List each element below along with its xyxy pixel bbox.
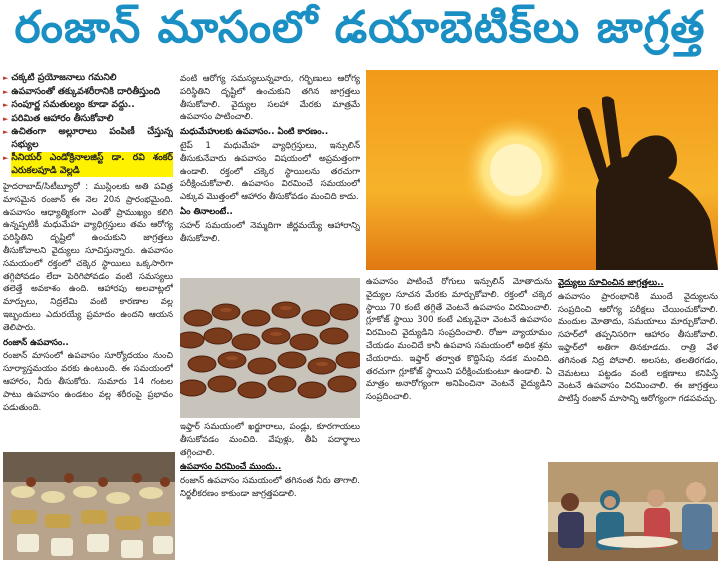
headline: రంజాన్ మాసంలో డయాబెటిక్‌లు జాగ్రత్త [14, 2, 706, 53]
dates-photo [180, 278, 360, 418]
subheading: మధుమేహులకు ఉపవాసం.. ఏంటి కారణం.. [180, 127, 329, 138]
highlights-list [3, 72, 173, 177]
prayer-sunset-photo [366, 70, 718, 270]
column-1 [3, 72, 173, 452]
subheading: రంజాన్ ఉపవాసం.. [3, 337, 69, 348]
arrow-icon: ► [3, 87, 9, 96]
arrow-icon: ► [3, 128, 9, 136]
highlight-item: ► చక్కటి ప్రయోజనాలు గమనిలి [3, 72, 117, 83]
body-text: టైప్ 1 మధుమేహ వ్యాధిగ్రస్తులు, ఇన్సులిన్ తీసుకునేవారు ఉపవాసం విషయంలో అప్రమత్తంగా ఉండాలి. రక్తంలో చక్కెర స్థాయిలను తరచుగా పరీక్షించుకోవాలి. ఉపవాసం విరమించే సమయంలో ఎక్కువ మొత్తంలో ఆహారం తీసుకోవడం మంచిది కాదు. [180, 140, 360, 203]
subheading: వైద్యులు సూచించిన జాగ్రత్తలు.. [558, 278, 664, 288]
people-dining-photo [548, 462, 718, 561]
arrow-icon: ► [3, 154, 9, 162]
body-text: ఉపవాసం పాటించే రోగులు ఇన్సులిన్ మోతాదును వైద్యుల సూచన మేరకు మార్చుకోవాలి. రక్తంలో చక్కెర స్థాయి 70 కంటే తగ్గితే వెంటనే ఉపవాసం విరమించాలి. గ్లూకోజ్ స్థాయి 300 కంటే ఎక్కువైనా వెంటనే ఉపవాసం విరమించి వైద్యుడిని సంప్రదించాలి. రోజూ వ్యాయామం చేయడం మంచిదే కానీ ఉపవాస సమయంలో అధిక శ్రమ చేయరాదు. ఇఫ్తార్ తర్వాత కొద్దిసేపు నడక మంచిది. తరచుగా గ్లూకోజ్ స్థాయిని పరీక్షించుకుంటూ ఉండాలి. ఏ మాత్రం అనారోగ్యంగా అనిపించినా వెంటనే వైద్యుడిని సంప్రదించాలి. [366, 277, 552, 403]
body-text: ఉపవాసం ప్రారంభానికి ముందే వైద్యులను సంప్రదించి ఆరోగ్య పరీక్షలు చేయించుకోవాలి. మందుల మోతాదు, సమయాలు మార్చుకోవాలి. సహర్‌లో తప్పనిసరిగా ఆహారం తీసుకోవాలి. ఇఫ్తార్‌లో అతిగా తినకూడదు. రాత్రి వేళ తగినంత నిద్ర పోవాలి. అలసట, తలతిరగడం, చెమటలు పట్టడం వంటి లక్షణాలు కనిపిస్తే వెంటనే ఉపవాసం విరమించాలి. ఈ జాగ్రత్తలు పాటిస్తే రంజాన్ మాసాన్ని ఆరోగ్యంగా గడపవచ్చు. [558, 291, 718, 405]
highlight-item: ► సీనియర్ ఎండోక్రినాలజిస్ట్ డా. రవి శంకర్ ఎరుకలపూడి వెల్లడి [3, 152, 173, 176]
highlight-item: ► ఉచితంగా అల్లూరాలు పంపిణీ చేస్తున్న సభ్యుల [3, 126, 173, 150]
highlight-item: ► పరిమిత ఆహారం తీసుకోవాలి [3, 112, 114, 124]
column-2 [180, 72, 360, 272]
body-text: సహర్ సమయంలో నెమ్మదిగా జీర్ణమయ్యే ఆహారాన్ని తీసుకోవాలి. [180, 220, 360, 244]
column-3 [366, 275, 552, 560]
highlight-item: ► సంపూర్ణ సమతుల్యం కూడా వద్దు.. [3, 99, 135, 110]
column-2-lower [180, 420, 360, 560]
arrow-icon: ► [3, 74, 9, 82]
body-text: వంటి ఆరోగ్య సమస్యలున్నవారు, గర్భిణులు ఆరోగ్య పరిస్థితిని దృష్టిలో ఉంచుకుని తగిన జాగ్రత్తలు తీసుకోవాలి. వైద్యుల సలహా మేరకు మాత్రమే ఉపవాసం పాటించాలి. [180, 74, 360, 123]
arrow-icon: ► [3, 114, 9, 123]
body-text: రంజాన్ ఉపవాసం సమయంలో తగినంత నీరు తాగాలి. నిర్జలీకరణం కాకుండా జాగ్రత్తపడాలి. [180, 476, 360, 499]
body-text: హైదరాబాద్/సిటీబ్యూరో : ముస్లింలకు అతి పవిత్ర మాసమైన రంజాన్ ఈ నెల 20న ప్రారంభమైంది. ఉపవాసం ఆధ్యాత్మికంగా ఎంతో ప్రాముఖ్యం కలిగి ఉన్నప్పటికీ మధుమేహ వ్యాధిగ్రస్తులు తమ ఆరోగ్య పరిస్థితిని దృష్టిలో ఉంచుకుని జాగ్రత్తలు తీసుకోవాలని వైద్యులు సూచిస్తున్నారు. ఉపవాసం సమయంలో రక్తంలో చక్కెర స్థాయిలు ఒక్కసారిగా తగ్గిపోవడం లేదా పెరిగిపోవడం వంటి సమస్యలు తలెత్తే అవకాశం ఉంది. ఆహారపు అలవాట్లలో మార్పులు, నిద్రలేమి వంటి కారణాల వల్ల ఇబ్బందులు ఎదురయ్యే ప్రమాదం ఉందని ఆయన తెలిపారు. [3, 182, 173, 333]
body-text: రంజాన్ మాసంలో ఉపవాసం సూర్యోదయం నుంచి సూర్యాస్తమయం వరకు ఉంటుంది. ఈ సమయంలో ఆహారం, నీరు తీసుకోరు. సుమారు 14 గంటల పాటు ఉపవాసం ఉండటం వల్ల శరీరంపై ప్రభావం పడుతుంది. [3, 351, 173, 413]
subheading: ఏం తినాలంటే.. [180, 206, 233, 217]
body-text: ఇఫ్తార్ సమయంలో ఖర్జూరాలు, పండ్లు, కూరగాయలు తీసుకోవడం మంచిది. వేపుళ్లు, తీపి పదార్థాలు తగ్గించాలి. [180, 422, 360, 458]
subheading: ఉపవాసం విరమించే ముందు.. [180, 462, 282, 473]
column-4 [558, 275, 718, 460]
highlight-item: ► ఉపవాసంతో తక్కువశరీరానికి దారితీస్తుంది [3, 85, 161, 97]
iftar-food-photo [3, 452, 175, 560]
arrow-icon: ► [3, 101, 9, 109]
